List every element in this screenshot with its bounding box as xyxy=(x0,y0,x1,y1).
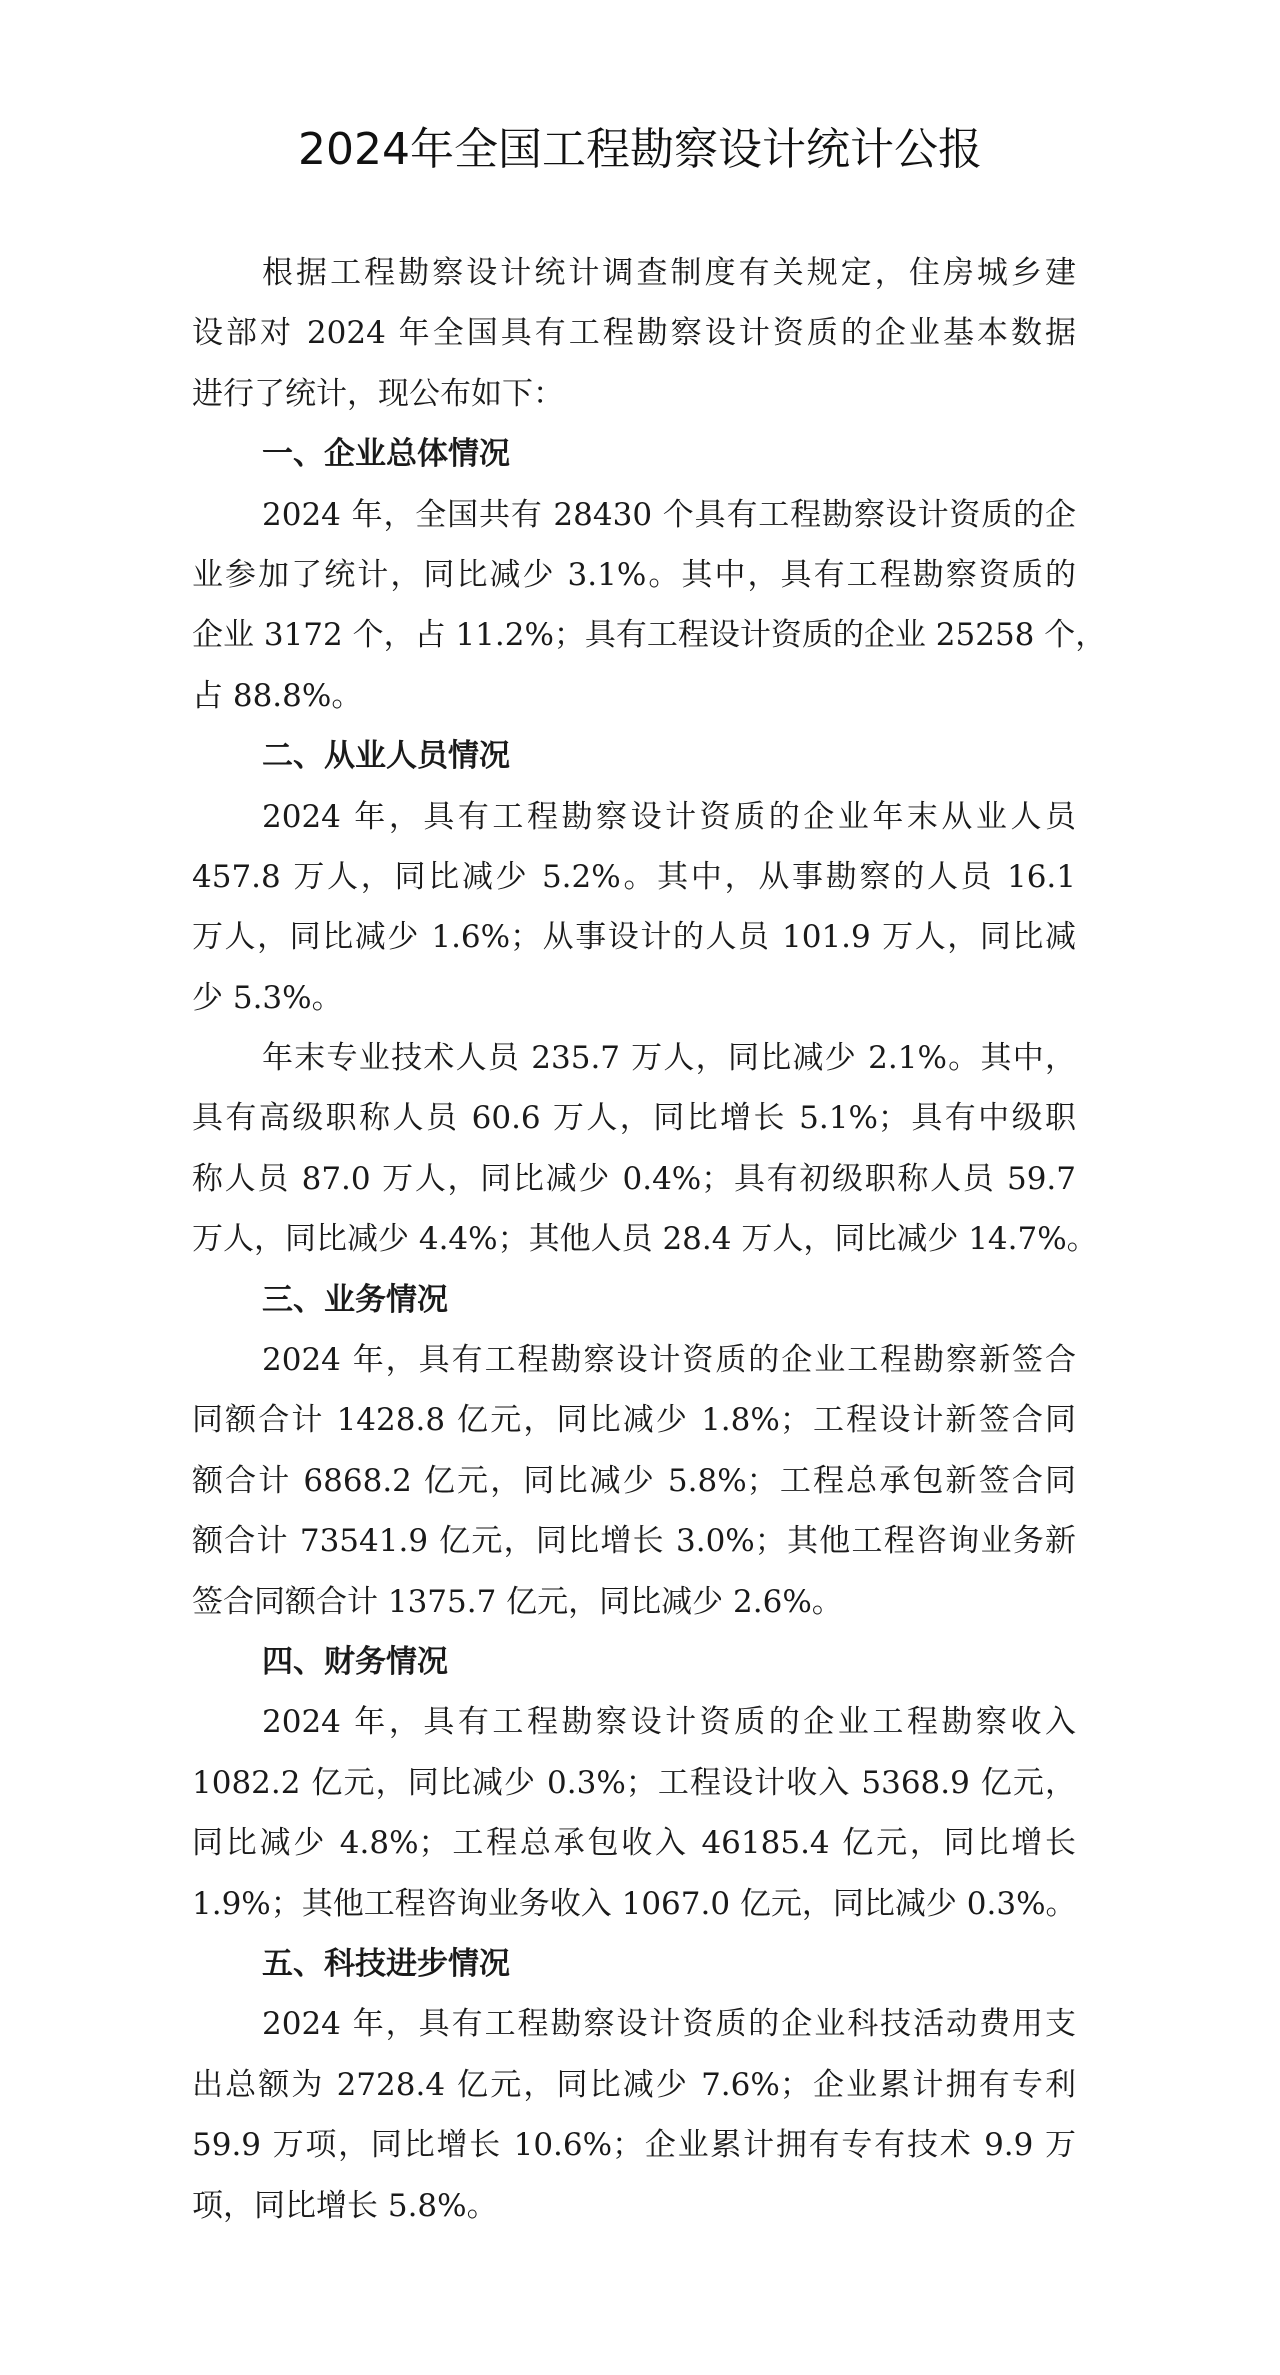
document-body xyxy=(192,243,1107,2236)
paragraph-line: 1.9%；其他工程咨询业务收入 1067.0 亿元，同比减少 0.3%。 xyxy=(192,1885,1077,1922)
paragraph-line: 59.9 万项，同比增长 10.6%；企业累计拥有专有技术 9.9 万 xyxy=(192,2127,1076,2164)
paragraph-line: 根据工程勘察设计统计调查制度有关规定，住房城乡建 xyxy=(262,255,1076,291)
paragraph-line: 2024 年，具有工程勘察设计资质的企业工程勘察收入 xyxy=(262,1704,1076,1741)
paragraph-line: 签合同额合计 1375.7 亿元，同比减少 2.6%。 xyxy=(192,1583,843,1620)
paragraph-line: 少 5.3%。 xyxy=(192,979,343,1016)
paragraph-line: 进行了统计，现公布如下： xyxy=(192,375,564,412)
document-title: 2024年全国工程勘察设计统计公报 xyxy=(298,124,982,175)
paragraph-line: 年末专业技术人员 235.7 万人，同比减少 2.1%。其中， xyxy=(262,1040,1076,1077)
paragraph-line: 同比减少 4.8%；工程总承包收入 46185.4 亿元，同比增长 xyxy=(192,1825,1076,1862)
paragraph-line: 称人员 87.0 万人，同比减少 0.4%；具有初级职称人员 59.7 xyxy=(192,1160,1076,1197)
section-heading: 五、科技进步情况 xyxy=(262,1945,510,1982)
paragraph-line: 2024 年，具有工程勘察设计资质的企业年末从业人员 xyxy=(262,798,1076,835)
paragraph-line: 1082.2 亿元，同比减少 0.3%；工程设计收入 5368.9 亿元， xyxy=(192,1764,1076,1801)
paragraph-line: 占 88.8%。 xyxy=(192,677,363,714)
paragraph-line: 项，同比增长 5.8%。 xyxy=(192,2187,498,2224)
paragraph-line: 万人，同比减少 4.4%；其他人员 28.4 万人，同比减少 14.7%。 xyxy=(192,1221,1098,1258)
paragraph-line: 具有高级职称人员 60.6 万人，同比增长 5.1%；具有中级职 xyxy=(192,1100,1076,1137)
paragraph-line: 2024 年，具有工程勘察设计资质的企业科技活动费用支 xyxy=(262,2006,1076,2043)
paragraph-line: 万人，同比减少 1.6%；从事设计的人员 101.9 万人，同比减 xyxy=(192,919,1076,956)
section-heading: 三、业务情况 xyxy=(262,1281,448,1318)
paragraph-line: 额合计 73541.9 亿元，同比增长 3.0%；其他工程咨询业务新 xyxy=(192,1523,1076,1560)
paragraph-line: 业参加了统计，同比减少 3.1%。其中，具有工程勘察资质的 xyxy=(192,556,1076,593)
paragraph-line: 设部对 2024 年全国具有工程勘察设计资质的企业基本数据 xyxy=(192,315,1076,352)
paragraph-line: 同额合计 1428.8 亿元，同比减少 1.8%；工程设计新签合同 xyxy=(192,1402,1076,1439)
section-heading: 一、企业总体情况 xyxy=(262,436,510,473)
paragraph-line: 457.8 万人，同比减少 5.2%。其中，从事勘察的人员 16.1 xyxy=(192,858,1076,895)
paragraph-line: 企业 3172 个，占 11.2%；具有工程设计资质的企业 25258 个， xyxy=(192,617,1107,654)
paragraph-line: 出总额为 2728.4 亿元，同比减少 7.6%；企业累计拥有专利 xyxy=(192,2066,1076,2103)
paragraph-line: 2024 年，具有工程勘察设计资质的企业工程勘察新签合 xyxy=(262,1342,1076,1379)
section-heading: 四、财务情况 xyxy=(262,1643,448,1680)
paragraph-line: 2024 年，全国共有 28430 个具有工程勘察设计资质的企 xyxy=(262,496,1076,533)
section-heading: 二、从业人员情况 xyxy=(262,738,510,775)
paragraph-line: 额合计 6868.2 亿元，同比减少 5.8%；工程总承包新签合同 xyxy=(192,1462,1076,1499)
